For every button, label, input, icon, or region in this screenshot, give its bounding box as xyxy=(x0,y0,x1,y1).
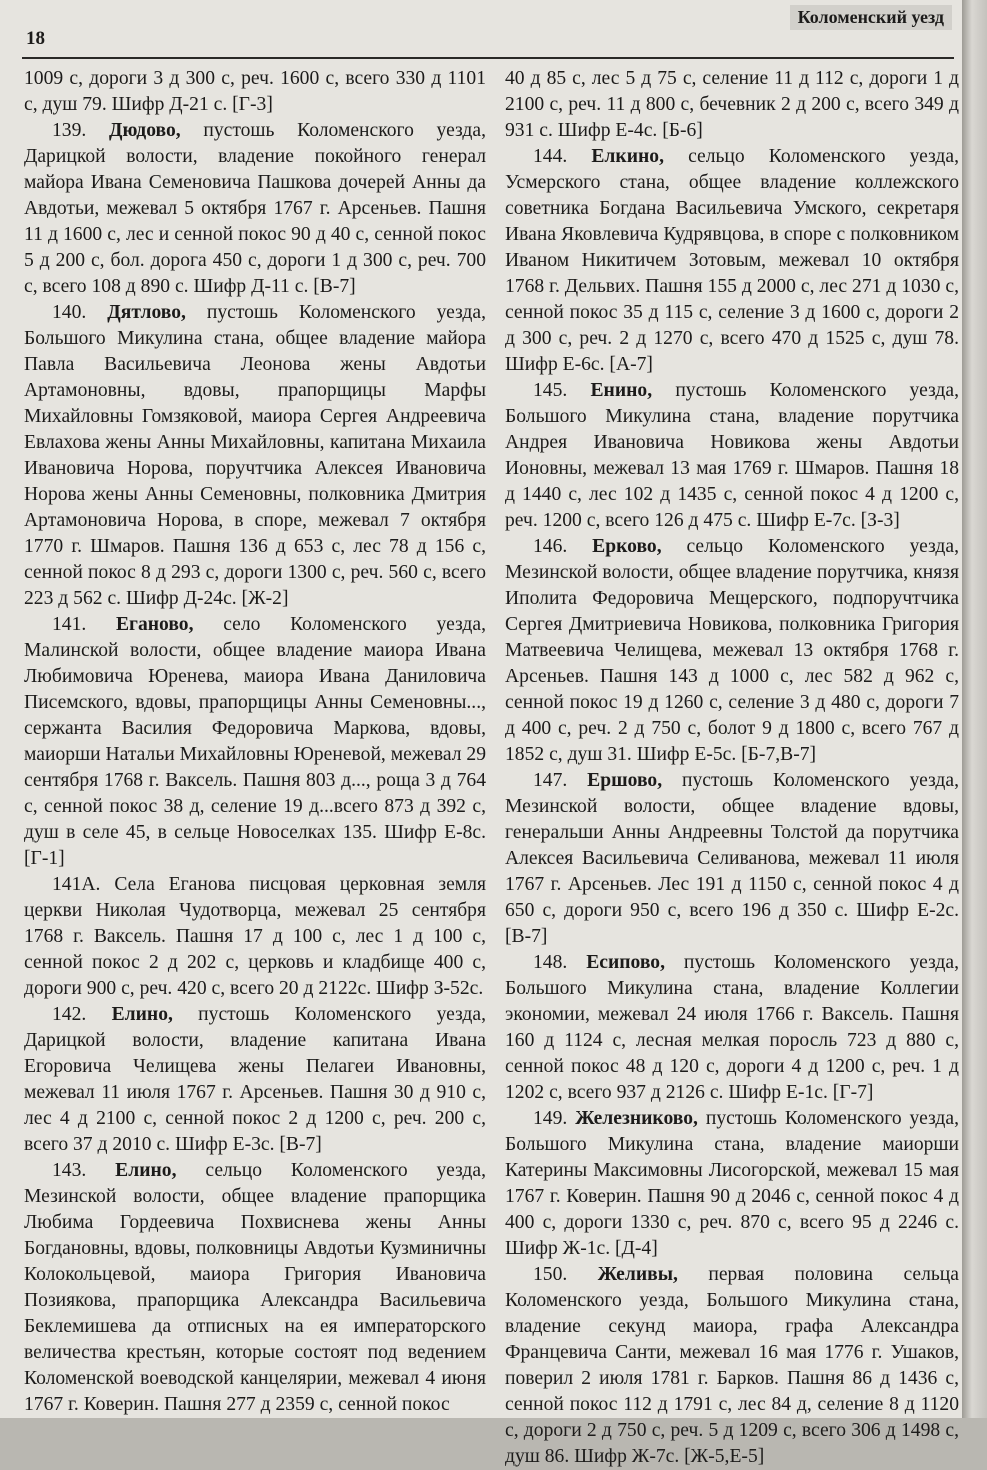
place-name: Ершово, xyxy=(587,770,663,791)
entry-number: 147. xyxy=(533,770,568,791)
entry-146 xyxy=(505,534,959,768)
entry-text: пустошь Коломенского уезда, Большого Микулина стана, общее владение майора Павла Васильевича Леонова жены Авдотьи Артамоновны, вдовы, прапорщицы Марфы Михайловны Гомзяковой, маиора Сергея Андреевича Евлахова жены Анны Михайловны, капитана Михаила Ивановича Норова, поручтчика Алексея Ивановича Норова жены Анны Семеновны, полковника Дмитрия Артамоновича Норова, в споре, межевал 7 октября 1770 г. Шмаров. Пашня 136 д 653 с, лес 78 д 156 с, сенной покос 8 д 293 с, дороги 1300 с, реч. 560 с, всего 223 д 562 с. Шифр Д-24с. [Ж-2] xyxy=(24,302,487,609)
entry-text: пустошь Коломенского уезда, Большого Микулина стана, владение порутчика Андрея Ивановича Новикова жены Авдотьи Ионовны, межевал 13 мая 1769 г. Шмаров. Пашня 18 д 1440 с, лес 102 д 1435 с, сенной покос 4 д 1200 с, реч. 1200 с, всего 126 д 475 с. Шифр Е-7с. [З-3] xyxy=(505,380,959,531)
entry-text: первая половина сельца Коломенского уезда, Большого Микулина стана, владение секунд маиора, графа Александра Францевича Санти, межевал 16 мая 1776 г. Ушаков, поверил 2 июля 1781 г. Барков. Пашня 86 д 1436 с, сенной покос 112 д 1791 с, лес 84 д, селение 8 д 1120 с, дороги 2 д 750 с, реч. 5 д 1209 с, всего 306 д 1498 с, душ 86. Шифр Ж-7с. [Ж-5,Е-5] xyxy=(505,1264,959,1467)
entry-147 xyxy=(505,768,959,950)
place-name: Еганово, xyxy=(115,614,194,635)
place-name: Енино, xyxy=(590,380,653,401)
entry-145 xyxy=(505,378,959,534)
entry-139 xyxy=(24,118,486,300)
entry-number: 141. xyxy=(52,614,87,635)
continued-text: 1009 с, дороги 3 д 300 с, реч. 1600 с, всего 330 д 1101 с, душ 79. Шифр Д-21 с. [Г-3] xyxy=(24,68,486,115)
entry-143 xyxy=(24,1158,486,1418)
page-number: 18 xyxy=(26,28,45,49)
entry-number: 144. xyxy=(533,146,568,167)
place-name: Железниково, xyxy=(575,1108,698,1129)
entry-number: 145. xyxy=(533,380,568,401)
entry-text: сельцо Коломенского уезда, Усмерского стана, общее владение коллежского советника Богдана Васильевича Умского, секретаря Ивана Яковлевича Кудрявцова, в споре с полковником Иваном Никитичем Зотовым, межевал 10 октября 1768 г. Дельвих. Пашня 155 д 2000 с, лес 271 д 1030 с, сенной покос 35 д 115 с, селение 3 д 1600 с, дороги 2 д 300 с, реч. 2 д 1270 с, всего 470 д 1525 с, душ 78. Шифр Е-6с. [А-7] xyxy=(505,146,959,375)
place-name: Елино, xyxy=(111,1004,173,1025)
entry-text: пустошь Коломенского уезда, Мезинской волости, общее владение вдовы, генеральши Анны Андреевны Толстой да порутчика Алексея Васильевича Селиванова, межевал 11 июля 1767 г. Арсеньев. Лес 191 д 1150 с, сенной покос 4 д 650 с, дороги 950 с, всего 196 д 350 с. Шифр Е-2с. [В-7] xyxy=(505,770,959,947)
entry-148 xyxy=(505,950,959,1106)
running-head: Коломенский уезд xyxy=(790,5,952,30)
continued-text: 40 д 85 с, лес 5 д 75 с, селение 11 д 112 с, дороги 1 д 2100 с, реч. 11 д 800 с, бечевник 2 д 200 с, всего 349 д 931 с. Шифр Е-4с. [Б-6] xyxy=(505,68,959,141)
entry-149 xyxy=(505,1106,959,1262)
entry-142 xyxy=(24,1002,486,1158)
entry-number: 141А. xyxy=(52,874,101,895)
place-name: Желивы, xyxy=(597,1264,678,1285)
entry-number: 140. xyxy=(52,302,87,323)
place-name: Елино, xyxy=(115,1160,177,1181)
entry-number: 148. xyxy=(533,952,568,973)
entry-text: пустошь Коломенского уезда, Большого Микулина стана, владение Коллегии экономии, межевал 24 июля 1766 г. Ваксель. Пашня 160 д 1124 с, лесная мелкая поросль 723 д 880 с, сенной покос 48 д 120 с, дороги 4 д 1200 с, реч. 1 д 1202 с, всего 937 д 2126 с. Шифр Е-1с. [Г-7] xyxy=(505,952,960,1103)
place-name: Дюдово, xyxy=(108,120,181,141)
place-name: Елкино, xyxy=(591,146,664,167)
entry-150 xyxy=(505,1262,959,1470)
entry-140 xyxy=(24,300,486,612)
entry-text: село Коломенского уезда, Малинской волости, общее владение маиора Ивана Любимовича Юренева, маиора Ивана Даниловича Писемского, вдовы, прапорщицы Анны Семеновны..., сержанта Василия Федоровича Маркова, вдовы, маиорши Натальи Михайловны Юреневой, межевал 29 сентября 1768 г. Ваксель. Пашня 803 д..., роща 3 д 764 с, сенной покос 38 д, селение 19 д...всего 873 д 392 с, душ в селе 45, в сельце Новоселках 135. Шифр Е-8с. [Г-1] xyxy=(24,614,486,869)
entry-141a xyxy=(24,872,486,1002)
entry-number: 146. xyxy=(533,536,568,557)
place-name: Дятлово, xyxy=(107,302,186,323)
entry-144 xyxy=(505,144,959,378)
entry-number: 143. xyxy=(52,1160,87,1181)
next-page-edge xyxy=(962,0,987,1418)
entry-141 xyxy=(24,612,486,872)
entry-text: сельцо Коломенского уезда, Мезинской волости, общее владение порутчика, князя Иполита Федоровича Мещерского, подпоручтчика Сергея Дмитриевича Новикова, полковника Григория Матвеевича Челищева, межевал 13 октября 1768 г. Арсеньев. Пашня 143 д 1000 с, лес 582 д 962 с, сенной покос 19 д 1260 с, селение 3 д 480 с, дороги 7 д 400 с, реч. 2 д 750 с, болот 9 д 1800 с, всего 767 д 1852 с, душ 31. Шифр Е-5с. [Б-7,В-7] xyxy=(505,536,959,765)
entry-text: сельцо Коломенского уезда, Мезинской волости, общее владение прапорщика Любима Гордеевича Похвиснева жены Анны Богдановны, вдовы, полковницы Авдотьи Кузминичны Колокольцевой, маиора Григория Ивановича Позиякова, прапорщика Александра Васильевича Беклемишева да отписных на ея императорского величества крестьян, которые состоят под ведением Коломенской воеводской канцелярии, межевал 4 июня 1767 г. Коверин. Пашня 277 д 2359 с, сенной покос xyxy=(24,1160,486,1415)
place-name: Есипово, xyxy=(586,952,665,973)
entry-text: пустошь Коломенского уезда, Большого Микулина стана, владение маиорши Катерины Максимовны Лисогорской, межевал 15 мая 1767 г. Коверин. Пашня 90 д 2046 с, сенной покос 4 д 400 с, дороги 1330 с, реч. 870 с, всего 95 д 2246 с. Шифр Ж-1с. [Д-4] xyxy=(505,1108,959,1259)
header-rule xyxy=(22,57,954,59)
entry-number: 142. xyxy=(52,1004,87,1025)
entry-text: пустошь Коломенского уезда, Дарицкой волости, владение покойного генерал майора Ивана Семеновича Пашкова дочерей Анны да Авдотьи, межевал 5 октября 1767 г. Арсеньев. Пашня 11 д 1600 с, лес и сенной покос 90 д 40 с, сенной покос 5 д 200 с, бол. дорога 450 с, дороги 1 д 300 с, реч. 700 с, всего 108 д 890 с. Шифр Д-11 с. [В-7] xyxy=(24,120,486,297)
entry-text: Села Еганова писцовая церковная земля церкви Николая Чудотворца, межевал 25 сентября 1768 г. Ваксель. Пашня 17 д 100 с, лес 1 д 100 с, сенной покос 2 д 202 с, церковь и кладбище 400 с, дороги 900 с, реч. 420 с, всего 20 д 2122с. Шифр З-52с. xyxy=(24,874,486,999)
entry-number: 149. xyxy=(533,1108,568,1129)
entry-number: 139. xyxy=(52,120,87,141)
place-name: Ерково, xyxy=(592,536,662,557)
entry-number: 150. xyxy=(533,1264,568,1285)
right-column xyxy=(505,66,959,1470)
left-column xyxy=(24,66,486,1418)
entry-text: пустошь Коломенского уезда, Дарицкой волости, владение капитана Ивана Егоровича Челищева жены Пелагеи Ивановны, межевал 11 июля 1767 г. Арсеньев. Пашня 30 д 910 с, лес 4 д 2100 с, сенной покос 2 д 1200 с, реч. 200 с, всего 37 д 2010 с. Шифр Е-3с. [В-7] xyxy=(24,1004,486,1155)
